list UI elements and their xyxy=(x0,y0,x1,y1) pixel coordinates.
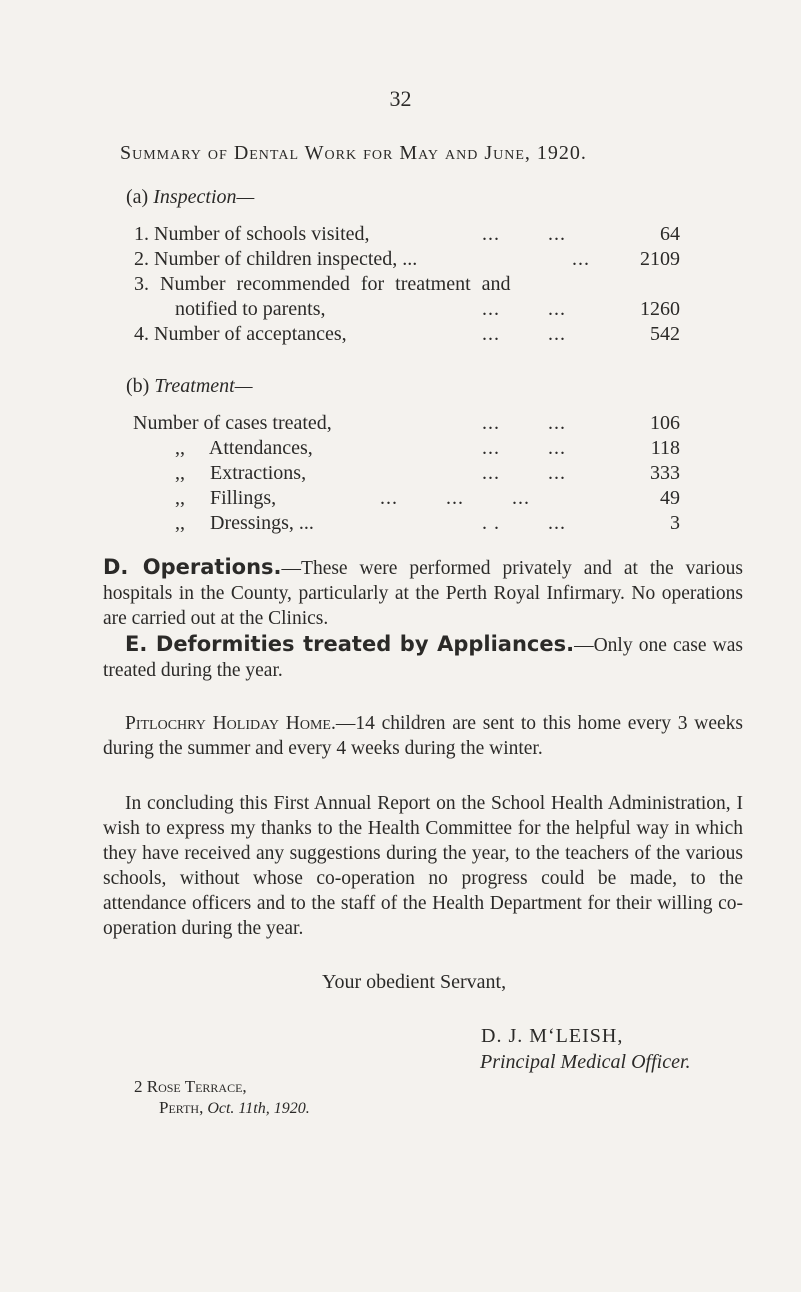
treatment-row: ,, Attendances, xyxy=(175,437,313,459)
address-date xyxy=(159,1098,310,1118)
leader-dots: ... xyxy=(572,248,590,270)
row-value: 333 xyxy=(650,462,680,484)
treatment-row: Number of cases treated, xyxy=(133,412,332,434)
inspection-row-1 xyxy=(134,223,370,246)
inspection-heading xyxy=(126,186,254,209)
row-value: 49 xyxy=(660,487,680,509)
leader-dots: ... ... xyxy=(482,437,566,459)
page-number: 32 xyxy=(389,86,412,111)
pitlochry-heading: Pitlochry Holiday Home. xyxy=(125,713,336,734)
deformities-text: —Only one case was treated during the year. xyxy=(103,635,743,681)
inspection-row-3-cont: notified to parents, xyxy=(175,298,326,320)
row-label: Number of children inspected, ... xyxy=(154,248,418,270)
treatment-row: ,, Fillings, xyxy=(175,487,277,509)
address-line: 2 Rose Terrace, xyxy=(134,1077,247,1096)
leader-dots: . . ... xyxy=(482,512,566,534)
row-value: 1260 xyxy=(640,298,680,320)
signatory-role: Principal Medical Officer. xyxy=(480,1051,691,1073)
inspection-row-4 xyxy=(134,323,347,346)
treatment-row: ,, Extractions, xyxy=(175,462,307,484)
concluding-paragraph: In concluding this First Annual Report on the School Health Administration, I wish to express my thanks to the Health Committee for the helpful way in which they have received any suggestions during the year, to the teachers of the various schools, without whose co-operation no progress could be made, to the attendance officers and to the staff of the Health Department for their willing co-operation during the year. xyxy=(103,793,743,939)
signatory-name: D. J. M‘LEISH, xyxy=(481,1025,624,1047)
row-label: Number of acceptances, xyxy=(154,323,347,345)
row-value: 106 xyxy=(650,412,680,434)
treatment-letter: (b) xyxy=(126,375,150,397)
closing: Your obedient Servant, xyxy=(322,971,507,993)
operations-text: —These were performed privately and at the various hospitals in the County, particularly at the Perth Royal Infirmary. No operations are carried out at the Clinics. xyxy=(103,558,743,629)
page-title: Summary of Dental Work for May and June, 1920. xyxy=(120,142,587,164)
treatment-heading xyxy=(126,375,252,398)
leader-dots: ... ... ... xyxy=(380,487,530,509)
treatment-title: Treatment— xyxy=(154,375,253,397)
pitlochry-paragraph xyxy=(103,711,743,761)
leader-dots: ... ... xyxy=(482,412,566,434)
deformities-heading: E. Deformities treated by Appliances. xyxy=(125,632,575,656)
inspection-row-2 xyxy=(134,248,417,271)
deformities-paragraph xyxy=(103,632,743,683)
leader-dots: ... ... xyxy=(482,298,566,320)
inspection-row-3 xyxy=(134,273,511,296)
row-number: 2. xyxy=(134,248,149,270)
row-value: 64 xyxy=(660,223,680,245)
address-city: Perth, xyxy=(159,1098,204,1117)
treatment-row: ,, Dressings, ... xyxy=(175,512,314,534)
row-number: 1. xyxy=(134,223,149,245)
operations-heading: D. Operations. xyxy=(103,555,282,579)
row-value: 2109 xyxy=(640,248,680,270)
leader-dots: ... ... xyxy=(482,323,566,345)
pitlochry-text: —14 children are sent to this home every 3 weeks during the summer and every 4 weeks during the winter. xyxy=(103,713,743,759)
inspection-title: Inspection— xyxy=(153,186,255,208)
row-number: 4. xyxy=(134,323,149,345)
row-label: Number of schools visited, xyxy=(154,223,370,245)
operations-paragraph xyxy=(103,555,743,631)
row-value: 3 xyxy=(670,512,680,534)
leader-dots: ... ... xyxy=(482,223,566,245)
row-value: 118 xyxy=(650,437,680,459)
address-date-text: Oct. 11th, 1920. xyxy=(207,1100,310,1117)
leader-dots: ... ... xyxy=(482,462,566,484)
row-value: 542 xyxy=(650,323,680,345)
inspection-letter: (a) xyxy=(126,186,149,208)
row-label: Number recommended for treatment and xyxy=(160,273,511,295)
row-number: 3. xyxy=(134,273,149,295)
